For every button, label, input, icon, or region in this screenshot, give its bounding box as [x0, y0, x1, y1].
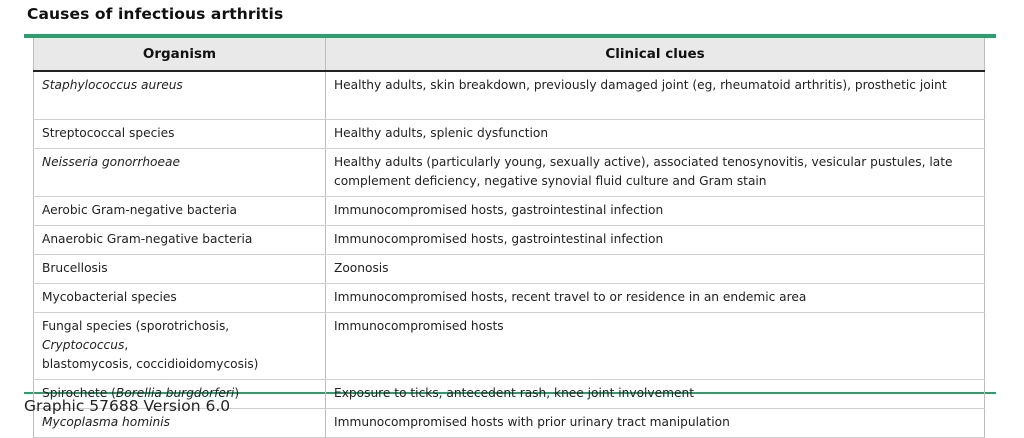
table-row	[34, 284, 985, 313]
clues-cell: Healthy adults, skin breakdown, previously damaged joint (eg, rheumatoid arthritis), prosthetic joint	[326, 71, 985, 120]
table-row	[34, 120, 985, 149]
organism-cell: Mycoplasma hominis	[34, 409, 326, 438]
organism-cell: Staphylococcus aureus	[34, 71, 326, 120]
clues-cell: Exposure to ticks, antecedent rash, knee joint involvement	[326, 380, 985, 409]
clues-cell: Immunocompromised hosts, gastrointestinal infection	[326, 197, 985, 226]
organism-cell: Streptococcal species	[34, 120, 326, 149]
page-title: Causes of infectious arthritis	[27, 5, 284, 23]
organism-cell: Mycobacterial species	[34, 284, 326, 313]
organism-cell: Anaerobic Gram-negative bacteria	[34, 226, 326, 255]
organism-cell	[34, 313, 326, 380]
table-row	[34, 255, 985, 284]
header-clinical-clues: Clinical clues	[326, 38, 985, 71]
organism-text: ,	[124, 338, 129, 352]
table-row	[34, 226, 985, 255]
organism-text: )	[234, 386, 240, 400]
table-row	[34, 197, 985, 226]
arthritis-causes-table	[33, 38, 985, 438]
organism-text: Fungal species (sporotrichosis,	[42, 319, 230, 333]
organism-italic-text: Borellia burgdorferi	[115, 386, 235, 400]
clues-cell: Immunocompromised hosts, recent travel to or residence in an endemic area	[326, 284, 985, 313]
table-header-row	[34, 38, 985, 71]
clues-cell: Healthy adults, splenic dysfunction	[326, 120, 985, 149]
organism-italic-text: Cryptococcus	[42, 338, 125, 352]
graphic-version-footer: Graphic 57688 Version 6.0	[24, 397, 231, 415]
organism-cell: Neisseria gonorrhoeae	[34, 149, 326, 197]
table-row	[34, 313, 985, 380]
clues-cell: Immunocompromised hosts, gastrointestinal infection	[326, 226, 985, 255]
organism-text: blastomycosis, coccidioidomycosis)	[42, 357, 259, 371]
organism-cell: Aerobic Gram-negative bacteria	[34, 197, 326, 226]
organism-cell: Brucellosis	[34, 255, 326, 284]
clues-cell: Immunocompromised hosts	[326, 313, 985, 380]
table-row	[34, 71, 985, 120]
clues-cell: Zoonosis	[326, 255, 985, 284]
clues-cell: Immunocompromised hosts with prior urinary tract manipulation	[326, 409, 985, 438]
table-row	[34, 149, 985, 197]
organism-text: Spirochete (	[42, 386, 116, 400]
clues-cell: Healthy adults (particularly young, sexually active), associated tenosynovitis, vesicular pustules, late complement deficiency, negative synovial fluid culture and Gram stain	[326, 149, 985, 197]
header-organism: Organism	[34, 38, 326, 71]
